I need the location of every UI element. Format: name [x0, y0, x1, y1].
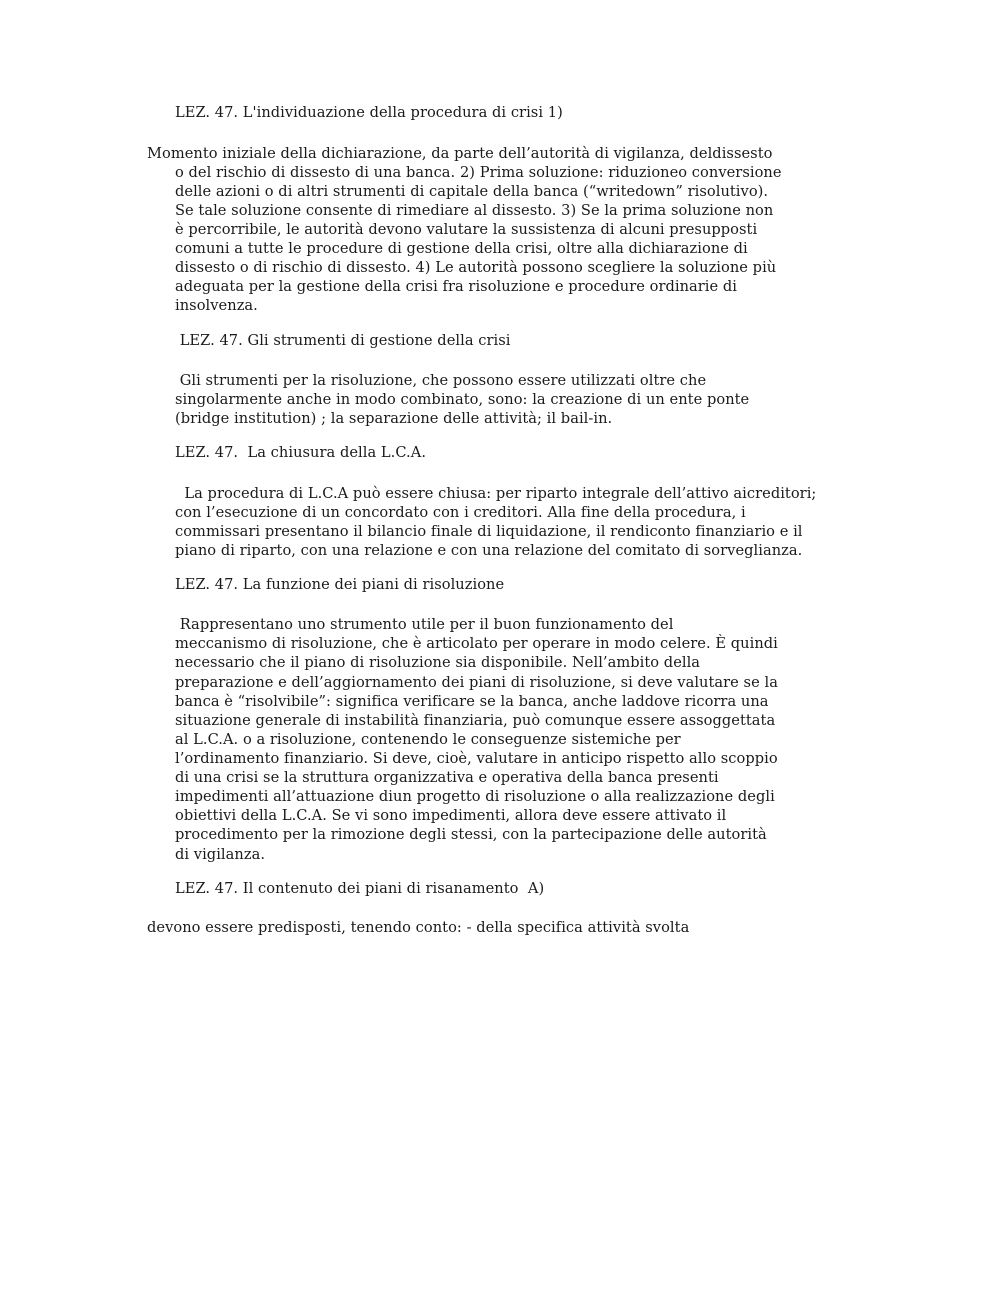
text-line: con l’esecuzione di un concordato con i creditori. Alla fine della procedura, i: [175, 504, 746, 521]
text-line: dissesto o di rischio di dissesto. 4) Le autorità possono scegliere la soluzione più: [175, 259, 777, 276]
text-line: (bridge institution) ; la separazione delle attività; il bail-in.: [175, 410, 613, 427]
text-line: Momento iniziale della dichiarazione, da parte dell’autorità di vigilanza, deldissesto: [147, 145, 773, 162]
text-line: necessario che il piano di risoluzione sia disponibile. Nell’ambito della: [175, 654, 701, 671]
text-line: Se tale soluzione consente di rimediare al dissesto. 3) Se la prima soluzione non: [175, 202, 774, 219]
text-line: delle azioni o di altri strumenti di capitale della banca (“writedown” risolutivo).: [175, 183, 769, 200]
text-line: Rappresentano uno strumento utile per il buon funzionamento del: [175, 616, 674, 633]
text-line: procedimento per la rimozione degli stessi, con la partecipazione delle autorità: [175, 826, 767, 843]
text-line: di una crisi se la struttura organizzativa e operativa della banca presenti: [175, 769, 719, 786]
heading-line: LEZ. 47. Gli strumenti di gestione della crisi: [175, 332, 511, 349]
text-line: preparazione e dell’aggiornamento dei piani di risoluzione, si deve valutare se la: [175, 674, 778, 691]
heading-line: LEZ. 47. L'individuazione della procedura di crisi 1): [175, 104, 563, 121]
text-line: o del rischio di dissesto di una banca. 2) Prima soluzione: riduzioneo conversione: [175, 164, 782, 181]
text-line: obiettivi della L.C.A. Se vi sono impedimenti, allora deve essere attivato il: [175, 807, 727, 824]
text-line: l’ordinamento finanziario. Si deve, cioè, valutare in anticipo rispetto allo scoppio: [175, 750, 778, 767]
text-line: La procedura di L.C.A può essere chiusa: per riparto integrale dell’attivo aicreditori;: [175, 485, 817, 502]
heading-line: LEZ. 47. La funzione dei piani di risoluzione: [175, 576, 505, 593]
text-line: insolvenza.: [175, 297, 258, 314]
text-line: singolarmente anche in modo combinato, sono: la creazione di un ente ponte: [175, 391, 750, 408]
text-line: meccanismo di risoluzione, che è articolato per operare in modo celere. È quindi: [175, 635, 778, 652]
text-line: Gli strumenti per la risoluzione, che possono essere utilizzati oltre che: [175, 372, 707, 389]
heading-line: LEZ. 47. La chiusura della L.C.A.: [175, 444, 427, 461]
text-line: al L.C.A. o a risoluzione, contenendo le conseguenze sistemiche per: [175, 731, 681, 748]
text-line: commissari presentano il bilancio finale di liquidazione, il rendiconto finanziario e il: [175, 523, 803, 540]
text-line: adeguata per la gestione della crisi fra risoluzione e procedure ordinarie di: [175, 278, 738, 295]
text-line: di vigilanza.: [175, 846, 266, 863]
text-line: comuni a tutte le procedure di gestione della crisi, oltre alla dichiarazione di: [175, 240, 748, 257]
text-line: piano di riparto, con una relazione e con una relazione del comitato di sorveglianza.: [175, 542, 803, 559]
text-line: impedimenti all’attuazione diun progetto di risoluzione o alla realizzazione degli: [175, 788, 775, 805]
text-line: situazione generale di instabilità finanziaria, può comunque essere assoggettata: [175, 712, 776, 729]
text-line: è percorribile, le autorità devono valutare la sussistenza di alcuni presupposti: [175, 221, 758, 238]
text-line: devono essere predisposti, tenendo conto: - della specifica attività svolta: [147, 919, 690, 936]
text-line: banca è “risolvibile”: significa verificare se la banca, anche laddove ricorra una: [175, 693, 769, 710]
heading-line: LEZ. 47. Il contenuto dei piani di risanamento A): [175, 880, 545, 897]
